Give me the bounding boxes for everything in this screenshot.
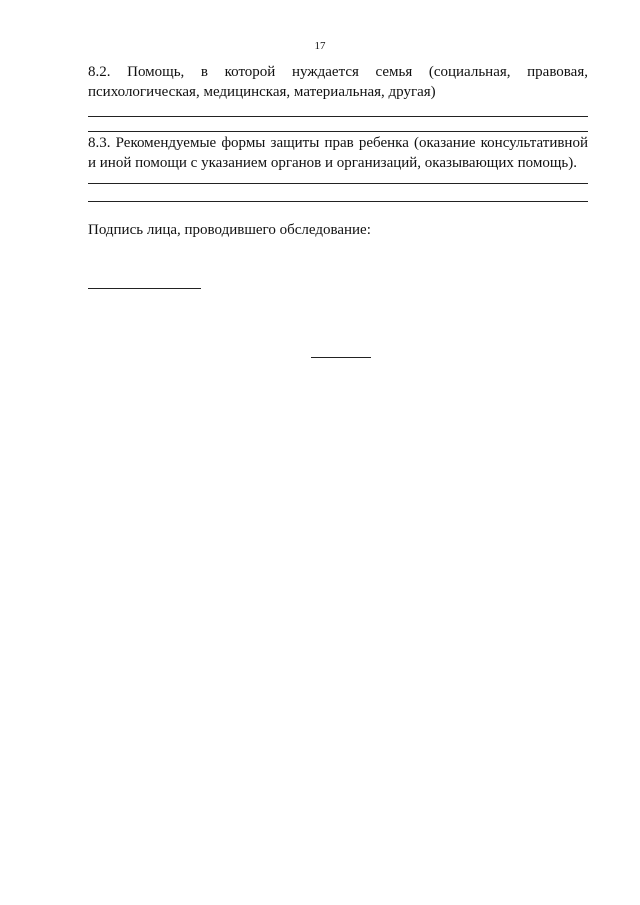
answer-line-8-3-a [88, 183, 588, 184]
section-8-2-text [88, 62, 588, 102]
signature-label: Подпись лица, проводившего обследование: [88, 222, 371, 238]
signature-line [88, 288, 201, 289]
document-end-line [311, 357, 371, 358]
section-8-3-text [88, 133, 588, 173]
section-8-2-line-1: 8.2. Помощь, в которой нуждается семья (социальная, правовая, [88, 64, 588, 80]
section-8-3-line-2: и иной помощи с указанием органов и организаций, оказывающих помощь). [88, 155, 577, 171]
page-number: 17 [314, 40, 326, 52]
section-8-3-line-1: 8.3. Рекомендуемые формы защиты прав ребенка (оказание консультативной [88, 135, 588, 151]
section-8-2-line-2: психологическая, медицинская, материальная, другая) [88, 84, 436, 100]
answer-line-8-2-a [88, 116, 588, 117]
answer-line-8-2-b [88, 131, 588, 132]
answer-line-8-3-b [88, 201, 588, 202]
